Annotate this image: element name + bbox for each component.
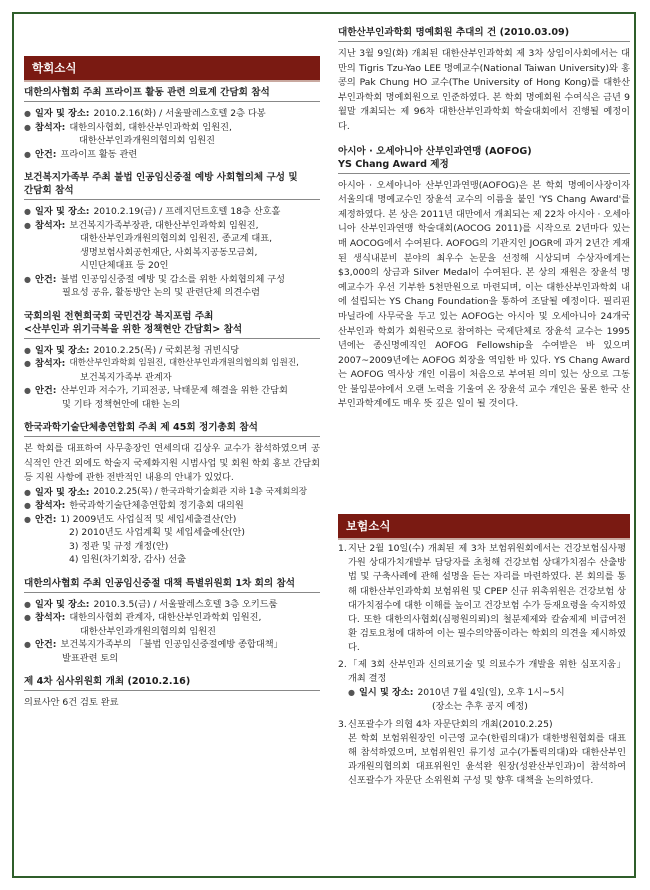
detail-row: ● 안건: 프라이프 활동 관련 — [24, 148, 138, 160]
bullet-icon: ● — [24, 207, 31, 216]
insurance-column — [338, 542, 626, 789]
bullet-icon: ● — [24, 487, 31, 497]
detail-row: ● 일자 및 장소: 2010.2.19(금) / 프레지던트호텔 18층 산호홀 — [24, 206, 281, 217]
bullet-icon: ● — [24, 501, 31, 511]
section-banner-insurance-news: 보험소식 — [338, 514, 630, 540]
detail-continuation: (장소는 추후 공지 예정) — [432, 701, 528, 713]
bullet-icon: ● — [24, 613, 31, 623]
agenda-item: 4) 임원(차기회장, 감사) 선출 — [69, 554, 187, 566]
detail-row: ● 안건: 불법 인공임신중절 예방 및 감소를 위한 사회협의체 구성 — [24, 273, 286, 285]
bullet-icon: ● — [24, 109, 31, 118]
detail-row: ● 참석자: 대한산부인과학회 임원진, 대한산부인과개원의협의회 임원진, — [24, 358, 299, 369]
bullet-icon: ● — [348, 688, 355, 698]
detail-row: ● 일자 및 장소: 2010.3.5(금) / 서울팔레스호텔 3층 오키드룸 — [24, 598, 278, 610]
detail-continuation: 필요성 공유, 활동방안 논의 및 관련단체 의견수렴 — [62, 287, 260, 298]
article-title: 아시아 · 오세아니아 산부인과연맹 (AOFOG) YS Chang Award 제정 — [338, 145, 630, 174]
detail-row: ● 일자 및 장소: 2010.2.25(목) / 국회본청 귀빈식당 — [24, 344, 240, 356]
agenda-item: 2) 2010년도 사업계획 및 세입세출예산(안) — [69, 527, 245, 539]
detail-row: ● 일자 및 장소: 2010.2.16(화) / 서울팔레스호텔 2층 다봉 — [24, 108, 266, 119]
detail-continuation: 보건복지가족부 관계자 — [80, 371, 172, 383]
detail-continuation: 및 기타 정책현안에 대한 논의 — [62, 398, 181, 410]
article-title: 한국과학기술단체총연합회 주최 제 45회 정기총회 참석 — [24, 421, 320, 437]
numbered-item: 2. 「제 3회 산부인과 신의료기술 및 의료수가 개발을 위한 심포지움」개최 결정 — [338, 658, 626, 684]
detail-row: ● 참석자: 대한의사협회, 대한산부인과학회 임원진, — [24, 121, 232, 133]
agenda-item: 3) 정관 및 규정 개정(안) — [69, 540, 169, 552]
detail-continuation: 시민단체대표 등 20인 — [80, 260, 169, 271]
article-paragraph: 본 학회를 대표하여 사무총장인 연세의대 김상우 교수가 참석하였으며 공식적인 안건 외에도 학술지 국제화지원 시범사업 및 회원 학회 홍보 간담회 등 지원 사항에 관한 전반적인 내용의 안내가 있었다. — [24, 443, 320, 484]
article-title: 대한산부인과학회 명예회원 추대의 건 (2010.03.09) — [338, 26, 630, 42]
bullet-icon: ● — [24, 345, 31, 355]
detail-row: ● 참석자: 보건복지가족부장관, 대한산부인과학회 임원진, — [24, 219, 259, 231]
detail-continuation: 생명보험사회공헌재단, 사회복지공동모금회, — [80, 246, 258, 258]
detail-row: ● 안건: 1) 2009년도 사업실적 및 세입세출결산(안) — [24, 513, 237, 525]
detail-row: ● 참석자: 한국과학기술단체총연합회 정기총회 대의원 — [24, 500, 244, 512]
bullet-icon: ● — [24, 274, 31, 284]
detail-row: ● 안건: 보건복지가족부의 「불법 인공임신중절예방 종합대책」 — [24, 639, 283, 651]
detail-row: ● 일자 및 장소: 2010.2.25(목) / 한국과학기술회관 지하 1층 국제회의장 — [24, 486, 308, 498]
detail-continuation: 대한산부인과개원의협의회 임원진, 종교계 대표, — [80, 233, 273, 244]
right-column — [338, 24, 630, 412]
bullet-icon: ● — [24, 386, 31, 395]
numbered-item: 1. 지난 2월 10일(수) 개최된 제 3차 보험위원회에서는 건강보험심사평가원 상대가치개발부 담당자를 초청해 건강보험 상대가치점수 산출방법 및 구축사례에 관해 설명을 듣는 자리를 마련하였다. 본 회의를 통해 대한산부인과학회 보험위원 및 CPEP 신규 위촉위원은 건강보험 상대가치점수에 대한 이해를 높이고 건강보험 수가 등재요령을 숙지하였다. 또한 대한의사협회(심평원의뢰)의 철분제제와 칼슘제제 비급여전환 검토요청에 대하여 이는 필수의약품이라는 학회의 의견을 제시하였다. — [338, 543, 626, 654]
article-paragraph: 아시아 · 오세아니아 산부인과연맹(AOFOG)은 본 학회 명예이사장이자 서울의대 명예교수인 장윤석 교수의 이름을 붙인 'YS Chang Award'를 제정하였다. 본 상은 2011년 대만에서 개최되는 제 22차 아시아 · 오세아니아 산부인과연맹 학술대회(AOCOG 2011)를 시작으로 2년마다 있는 매 AOCOG에서 수여된다. AOFOG의 기관지인 JOGR에 과거 2년간 게재된 생식내분비 분야의 최우수 논문을 선정해 시상되며 수상자에게는 $3,000의 상금과 Silver Medal이 수여된다. 본 상의 재원은 장윤석 명예교수가 우선 기부한 5천만원으로 마련되며, 이는 대한산부인과학회 내에 설립되는 YS Chang Foundation을 통하여 조달될 예정이다. 필리핀 마닐라에 사무국을 두고 있는 AOFOG는 아시아 및 오세아니아 24개국 산부인과 학회가 회원국으로 참여하는 국제단체로 장윤석 교수는 1995년에는 종신명예직인 AOFOG Fellowship을 수여받은 바 있으며 2007~2009년에는 AOFOG 회장을 역임한 바 있다. YS Chang Award는 AOFOG 역사상 개인 이름이 처음으로 부여된 의미 있는 상으로 그동안 불임분야에서 오랜 노력을 기울여 온 장윤석 교수 개인은 물론 한국 산부인과학계에도 매우 뜻 깊은 일이 될 것이다. — [338, 179, 630, 410]
detail-row: ● 안건: 산부인과 저수가, 기피전공, 낙태문제 해결을 위한 간담회 — [24, 385, 288, 396]
numbered-item: 3. 신포괄수가 의협 4차 자문단회의 개최(2010.2.25) — [338, 718, 553, 730]
bullet-icon: ● — [24, 122, 31, 132]
detail-continuation: 대한산부인과개원의협의회 임원진 — [80, 625, 217, 637]
bullet-icon: ● — [24, 599, 31, 609]
article-title: 국회의원 전현희국회 국민건강 복지포럼 주최 <산부인과 위기극복을 위한 정책현안 간담회> 참석 — [24, 310, 320, 339]
bullet-icon: ● — [24, 640, 31, 650]
bullet-icon: ● — [24, 359, 31, 368]
article-title: 보건복지가족부 주최 불법 인공임신중절 예방 사회협의체 구성 및 간담회 참석 — [24, 171, 320, 200]
left-column — [24, 80, 320, 711]
detail-row: ● 참석자: 대한의사협회 관계자, 대한산부인과학회 임원진, — [24, 612, 262, 624]
detail-continuation: 대한산부인과개원의협의회 임원진 — [79, 135, 216, 146]
bullet-icon: ● — [24, 514, 31, 524]
article-paragraph: 의료사안 6건 검토 완료 — [24, 697, 119, 709]
bullet-icon: ● — [24, 149, 31, 159]
article-title: 제 4차 심사위원회 개최 (2010.2.16) — [24, 675, 320, 691]
article-title: 대한의사협회 주최 프라이프 활동 관련 의료계 간담회 참석 — [24, 86, 320, 102]
detail-row: ● 일시 및 장소: 2010년 7월 4일(일), 오후 1시~5시 — [348, 687, 565, 699]
bullet-icon: ● — [24, 220, 31, 230]
article-paragraph: 본 학회 보험위원장인 이근영 교수(한림의대)가 대한병원협회를 대표해 참석하였으며, 보험위원인 류기성 교수(가톨릭의대)와 대한산부인과개원의협의회 대표위원인 윤석완 원장(성완산부인과)이 참석하여 신포괄수가 자문단 소위원회 구성 및 향후 대책을 논의하였다. — [348, 732, 626, 787]
article-paragraph: 지난 3월 9일(화) 개최된 대한산부인과학회 제 3차 상임이사회에서는 대만의 Tigris Tzu-Yao LEE 명예교수(National Taiwan University)와 홍콩의 Pak Chung HO 교수(The University of Hong Kong)를 대한산부인과학회 명예회원으로 인준하였다. 본 학회 명예회원 수여식은 금년 9월말 개최되는 제 96차 대한산부인과학회 학술대회에서 진행될 예정이다. — [338, 48, 630, 132]
detail-continuation: 발표관련 토의 — [62, 652, 119, 664]
article-title: 대한의사협회 주최 인공임신중절 대책 특별위원회 1차 회의 참석 — [24, 577, 320, 593]
section-banner-academy-news: 학회소식 — [24, 56, 320, 82]
